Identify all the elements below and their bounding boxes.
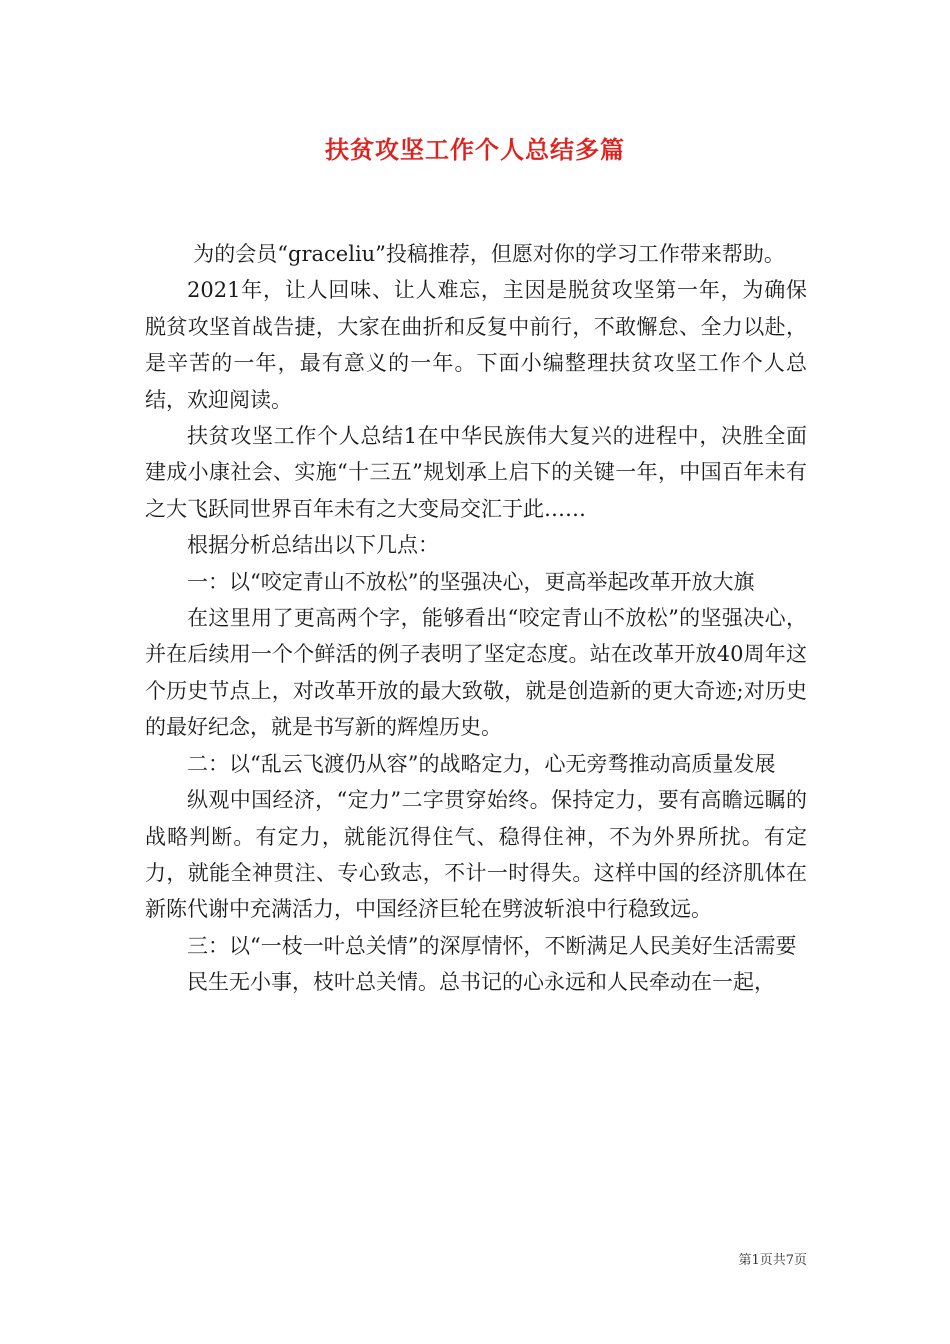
document-body (145, 236, 807, 1001)
heading-point-2: 二：以“乱云飞渡仍从容”的战略定力，心无旁骛推动高质量发展 (187, 751, 776, 776)
paragraph-point-1: 在这里用了更高两个字，能够看出“咬定青山不放松”的坚强决心，并在后续用一个个鲜活的例子表明了坚定态度。站在改革开放40周年这个历史节点上，对改革开放的最大致敬，就是创造新的更大奇迹;对历史的最好纪念，就是书写新的辉煌历史。 (145, 606, 807, 740)
paragraph-2021: 2021年，让人回味、让人难忘，主因是脱贫攻坚第一年，为确保脱贫攻坚首战告捷，大家在曲折和反复中前行，不敢懈怠、全力以赴，是辛苦的一年，最有意义的一年。下面小编整理扶贫攻坚工作个人总结，欢迎阅读。 (145, 278, 807, 412)
document-title: 扶贫攻坚工作个人总结多篇 (325, 135, 625, 164)
page-footer: 第1页共7页 (738, 1253, 807, 1268)
paragraph-intro: 为的会员“graceliu”投稿推荐，但愿对你的学习工作带来帮助。 (193, 242, 785, 266)
paragraph-point-2: 纵观中国经济，“定力”二字贯穿始终。保持定力，要有高瞻远瞩的战略判断。有定力，就能沉得住气、稳得住神，不为外界所扰。有定力，就能全神贯注、专心致志，不计一时得失。这样中国的经济肌体在新陈代谢中充满活力，中国经济巨轮在劈波斩浪中行稳致远。 (145, 788, 807, 922)
paragraph-points-intro: 根据分析总结出以下几点： (187, 533, 439, 558)
heading-point-1: 一：以“咬定青山不放松”的坚强决心，更高举起改革开放大旗 (187, 569, 755, 594)
heading-point-3: 三：以“一枝一叶总关情”的深厚情怀，不断满足人民美好生活需要 (187, 933, 797, 958)
paragraph-summary-1: 扶贫攻坚工作个人总结1在中华民族伟大复兴的进程中，决胜全面建成小康社会、实施“十三五”规划承上启下的关键一年，中国百年未有之大飞跃同世界百年未有之大变局交汇于此…… (145, 424, 807, 521)
paragraph-point-3: 民生无小事，枝叶总关情。总书记的心永远和人民牵动在一起， (187, 970, 775, 995)
